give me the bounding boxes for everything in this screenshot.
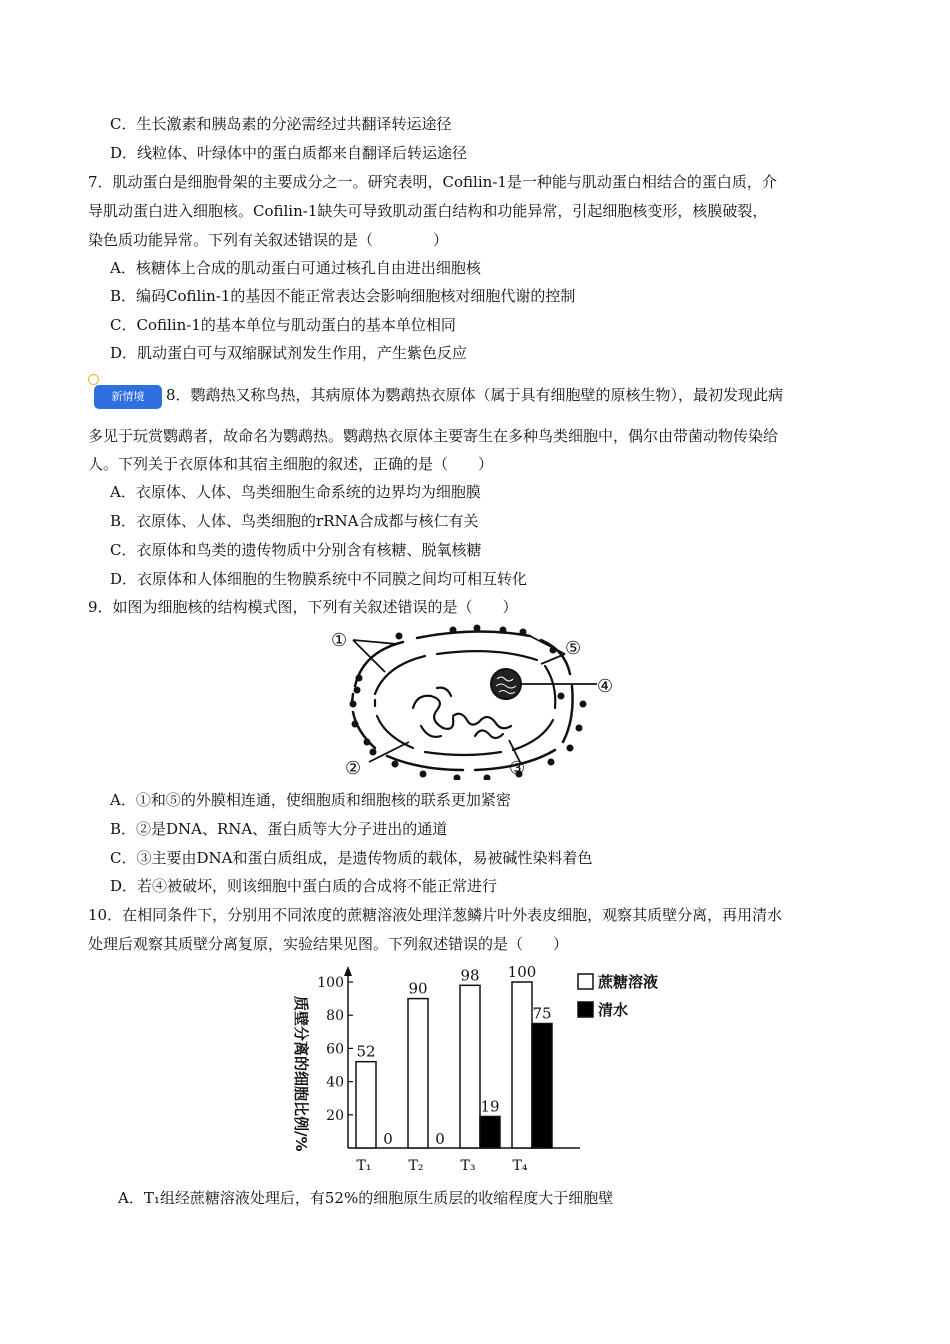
q8-option-b: B．衣原体、人体、鸟类细胞的rRNA合成都与核仁有关 [110,512,479,530]
data-label: 0 [435,1130,445,1148]
q9-option-a: A．①和⑤的外膜相连通，使细胞质和细胞核的联系更加紧密 [110,791,511,809]
label-4: ④ [597,676,614,697]
q7-stem-line1: 7．肌动蛋白是细胞骨架的主要成分之一。研究表明，Cofilin-1是一种能与肌动蛋白相结合的蛋白质，介 [88,173,777,191]
bar-chart [280,962,680,1180]
nucleus-diagram [325,624,625,780]
legend-label: 清水 [598,1001,629,1019]
q7-option-c: C．Cofilin-1的基本单位与肌动蛋白的基本单位相同 [110,316,456,334]
q9-option-d: D．若④被破坏，则该细胞中蛋白质的合成将不能正常进行 [110,877,498,895]
data-label: 0 [383,1130,393,1148]
legend-swatch [578,1002,593,1017]
q7-stem-line3: 染色质功能异常。下列有关叙述错误的是（ ） [88,231,449,249]
y-tick-label: 20 [326,1107,344,1124]
x-tick-label: T₃ [460,1158,476,1174]
q7-option-b: B．编码Cofilin-1的基因不能正常表达会影响细胞核对细胞代谢的控制 [110,287,576,305]
bar-water [480,1116,500,1148]
y-axis-arrow [344,966,352,976]
q8-option-d: D．衣原体和人体细胞的生物膜系统中不同膜之间均可相互转化 [110,570,528,588]
bar-sucrose [460,985,480,1148]
badge-dot-icon [88,374,99,385]
bar-sucrose [356,1062,376,1148]
q9-option-c: C．③主要由DNA和蛋白质组成，是遗传物质的载体，易被碱性染料着色 [110,849,593,867]
q10-stem-line1: 10．在相同条件下，分别用不同浓度的蔗糖溶液处理洋葱鳞片叶外表皮细胞，观察其质壁分离，再用清水 [88,906,783,924]
y-tick-label: 80 [326,1008,344,1025]
data-label: 52 [356,1042,376,1061]
q10-stem-line2: 处理后观察其质壁分离复原，实验结果见图。下列叙述错误的是（ ） [88,935,569,953]
new-context-badge: 新情境 [94,385,162,409]
legend-label: 蔗糖溶液 [598,973,659,991]
x-tick-label: T₂ [408,1158,424,1174]
y-tick-label: 100 [317,975,344,991]
label-3: ③ [509,758,526,779]
y-tick-label: 40 [326,1074,344,1091]
q8-stem-line1: 8．鹦鹉热又称鸟热，其病原体为鹦鹉热衣原体（属于具有细胞壁的原核生物），最初发现此病 [166,386,784,404]
q8-option-c: C．衣原体和鸟类的遗传物质中分别含有核糖、脱氧核糖 [110,541,482,559]
data-label: 90 [408,979,428,998]
q7-option-d: D．肌动蛋白可与双缩脲试剂发生作用，产生紫色反应 [110,344,468,362]
q6-option-d: D．线粒体、叶绿体中的蛋白质都来自翻译后转运途径 [110,144,468,162]
q8-stem-line2: 多见于玩赏鹦鹉者，故命名为鹦鹉热。鹦鹉热衣原体主要寄生在多种鸟类细胞中，偶尔由带菌动物传染给 [88,427,779,445]
data-label: 19 [480,1097,500,1116]
q6-option-c: C．生长激素和胰岛素的分泌需经过共翻译转运途径 [110,115,452,133]
q9-stem: 9．如图为细胞核的结构模式图，下列有关叙述错误的是（ ） [88,598,518,616]
bar-water [532,1024,552,1149]
data-label: 100 [507,963,537,981]
y-axis-label: 质壁分离的细胞比例/% [292,996,310,1152]
x-tick-label: T₄ [512,1158,528,1174]
q8-option-a: A．衣原体、人体、鸟类细胞生命系统的边界均为细胞膜 [110,483,481,501]
q8-stem-line3: 人。下列关于衣原体和其宿主细胞的叙述，正确的是（ ） [88,455,494,473]
q7-option-a: A．核糖体上合成的肌动蛋白可通过核孔自由进出细胞核 [110,259,481,277]
legend-swatch [578,974,593,989]
y-tick-label: 60 [326,1041,344,1058]
label-5: ⑤ [565,638,582,659]
q9-option-b: B．②是DNA、RNA、蛋白质等大分子进出的通道 [110,820,448,838]
label-2: ② [345,758,362,779]
q10-option-a: A．T₁组经蔗糖溶液处理后，有52%的细胞原生质层的收缩程度大于细胞壁 [118,1189,614,1207]
data-label: 75 [532,1004,552,1023]
q7-stem-line2: 导肌动蛋白进入细胞核。Cofilin-1缺失可导致肌动蛋白结构和功能异常，引起细胞核变形，核膜破裂， [88,202,768,220]
bar-sucrose [512,982,532,1148]
nucleolus [491,669,521,699]
data-label: 98 [460,966,480,985]
bar-sucrose [408,999,428,1148]
x-tick-label: T₁ [356,1158,372,1174]
label-1: ① [331,630,348,651]
